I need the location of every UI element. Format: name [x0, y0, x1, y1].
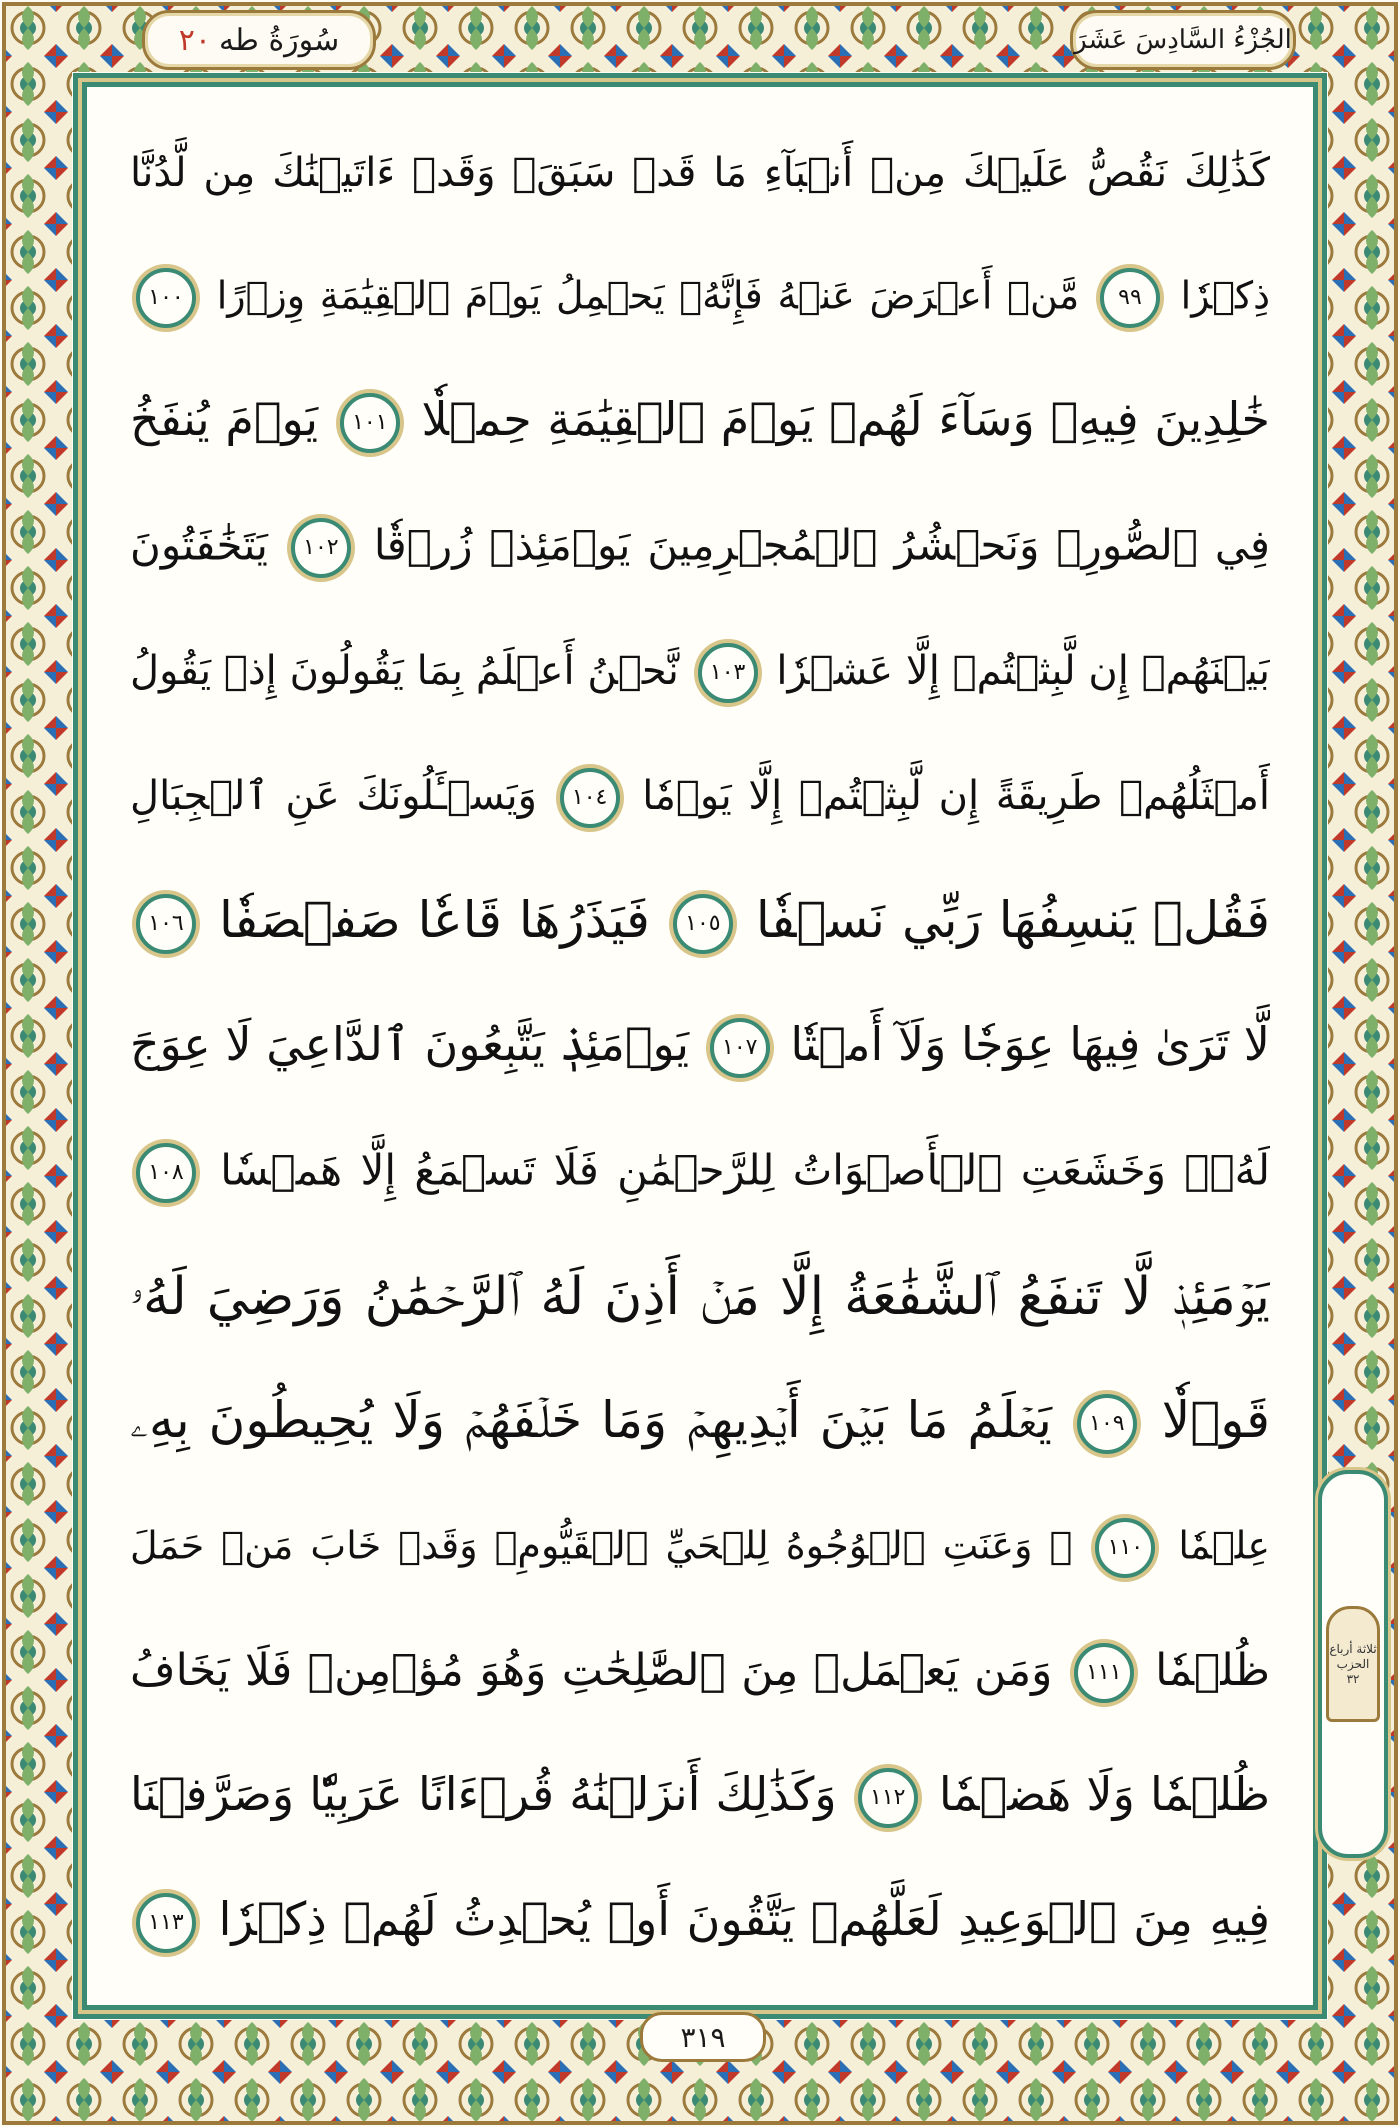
ayah-number-marker: ١٠١ — [340, 393, 400, 453]
ayah-number-marker: ١٠٢ — [291, 518, 351, 578]
verse-line — [130, 1235, 1270, 1360]
verse-line-text — [130, 392, 1270, 453]
verse-text: عِلۡمٗا — [1161, 1523, 1270, 1567]
hizb-line-2: الحزب — [1336, 1656, 1370, 1671]
verse-line — [130, 735, 1270, 860]
verse-line-text — [130, 1391, 1270, 1454]
verse-line-text — [130, 1267, 1270, 1328]
verse-text: ذِكۡرٗا — [1165, 273, 1270, 317]
ayah-number-marker: ١١١ — [1074, 1643, 1134, 1703]
ayah-number-marker: ١١٣ — [136, 1893, 196, 1953]
ayah-number-marker: ١٠٧ — [710, 1018, 770, 1078]
verse-text: يَتَخَٰفَتُونَ — [130, 520, 268, 569]
hizb-line-3: ٣٢ — [1346, 1671, 1360, 1686]
verse-line — [130, 985, 1270, 1110]
verse-text: بَيۡنَهُمۡ إِن لَّبِثۡتُمۡ إِلَّا عَشۡرٗا — [763, 647, 1270, 694]
verse-text: أَمۡثَلُهُمۡ طَرِيقَةً إِن لَّبِثۡتُمۡ إِلَّا يَوۡمٗا — [625, 772, 1270, 819]
verse-line-text — [130, 1892, 1270, 1953]
ayah-number-marker: ١١٢ — [858, 1768, 918, 1828]
verse-text: يَوۡمَ يُنفَخُ — [130, 392, 319, 447]
verse-line-text — [130, 268, 1270, 328]
verse-text: وَيَسۡـَٔلُونَكَ عَنِ ٱلۡجِبَالِ — [130, 772, 537, 819]
verse-line — [130, 1485, 1270, 1610]
verse-lines — [130, 110, 1270, 1990]
verse-line-text — [130, 643, 1270, 703]
ayah-number-marker: ١٠٤ — [560, 768, 620, 828]
verse-line — [130, 360, 1270, 485]
hizb-marker — [1318, 1470, 1388, 1858]
ayah-number-marker: ٩٩ — [1100, 268, 1160, 328]
verse-line — [130, 110, 1270, 235]
verse-line — [130, 860, 1270, 985]
verse-text: نَّحۡنُ أَعۡلَمُ بِمَا يَقُولُونَ إِذۡ يَقُولُ — [130, 647, 679, 694]
verse-text: يَوۡمَئِذٖ لَّا تَنفَعُ ٱلشَّفَٰعَةُ إِلَّا مَنۡ أَذِنَ لَهُ ٱلرَّحۡمَٰنُ وَرَضِيَ لَهُۥ — [130, 1267, 1270, 1327]
ayah-number-marker: ١٠٦ — [136, 894, 196, 954]
verse-text: يَوۡمَئِذٖ يَتَّبِعُونَ ٱلدَّاعِيَ لَا عِوَجَ — [130, 1017, 690, 1072]
verse-line — [130, 1610, 1270, 1735]
verse-line — [130, 485, 1270, 610]
hizb-line-1: ثلاثة أرباع — [1329, 1641, 1377, 1656]
verse-line — [130, 1860, 1270, 1985]
ayah-number-marker: ١٠٥ — [673, 894, 733, 954]
verse-text: فِي ٱلصُّورِۚ وَنَحۡشُرُ ٱلۡمُجۡرِمِينَ يَوۡمَئِذٖ زُرۡقٗا — [356, 520, 1270, 569]
verse-text: يَعۡلَمُ مَا بَيۡنَ أَيۡدِيهِمۡ وَمَا خَلۡفَهُمۡ وَلَا يُحِيطُونَ بِهِۦ — [130, 1391, 1052, 1450]
verse-line-text — [130, 1017, 1270, 1078]
verse-line-text — [130, 150, 1270, 196]
verse-text: وَكَذَٰلِكَ أَنزَلۡنَٰهُ قُرۡءَانًا عَرَبِيّٗا وَصَرَّفۡنَا — [130, 1767, 837, 1822]
ayah-number-marker: ١١٠ — [1095, 1518, 1155, 1578]
verse-text: خَٰلِدِينَ فِيهِۖ وَسَآءَ لَهُمۡ يَوۡمَ ٱلۡقِيَٰمَةِ حِمۡلٗا — [405, 392, 1270, 447]
ayah-number-marker: ١٠٣ — [698, 643, 758, 703]
verse-text: فَيَذَرُهَا قَاعٗا صَفۡصَفٗا — [202, 891, 650, 950]
verse-text: ظُلۡمٗا وَلَا هَضۡمٗا — [923, 1767, 1270, 1822]
surah-name: سُورَةُ طه — [218, 22, 340, 58]
verse-line-text — [130, 1643, 1270, 1703]
surah-title-cartouche — [142, 10, 376, 70]
verse-line-text — [130, 518, 1270, 578]
verse-text: فَقُلۡ يَنسِفُهَا رَبِّي نَسۡفٗا — [738, 891, 1270, 950]
verse-line-text — [130, 768, 1270, 828]
verse-line — [130, 235, 1270, 360]
ayah-number-marker: ١٠٩ — [1077, 1394, 1137, 1454]
verse-text: وَمَن يَعۡمَلۡ مِنَ ٱلصَّٰلِحَٰتِ وَهُوَ مُؤۡمِنٞ فَلَا يَخَافُ — [130, 1644, 1053, 1696]
verse-text: لَّا تَرَىٰ فِيهَا عِوَجٗا وَلَآ أَمۡتٗا — [775, 1017, 1270, 1072]
verse-line — [130, 1360, 1270, 1485]
page-number: ٣١٩ — [640, 2012, 766, 2062]
verse-line-text — [130, 1518, 1270, 1578]
verse-text: ظُلۡمٗا — [1139, 1644, 1270, 1696]
hizb-label — [1326, 1606, 1380, 1722]
verse-line-text — [130, 891, 1270, 954]
verse-line — [130, 610, 1270, 735]
verse-text: كَذَٰلِكَ نَقُصُّ عَلَيۡكَ مِنۡ أَنۢبَآءِ مَا قَدۡ سَبَقَۚ وَقَدۡ ءَاتَيۡنَٰكَ مِن لَّدُنَّا — [130, 149, 1270, 196]
verse-text: قَوۡلٗا — [1142, 1391, 1270, 1450]
juz-title-cartouche — [1070, 10, 1296, 70]
verse-text: مَّنۡ أَعۡرَضَ عَنۡهُ فَإِنَّهُۥ يَحۡمِلُ يَوۡمَ ٱلۡقِيَٰمَةِ وِزۡرًا — [202, 273, 1080, 317]
verse-line — [130, 1110, 1270, 1235]
juz-name: الجُزْءُ السَّادِسَ عَشَرَ — [1074, 25, 1292, 55]
verse-line — [130, 1735, 1270, 1860]
verse-text: فِيهِ مِنَ ٱلۡوَعِيدِ لَعَلَّهُمۡ يَتَّقُونَ أَوۡ يُحۡدِثُ لَهُمۡ ذِكۡرٗا — [202, 1892, 1270, 1947]
verse-text: ۞ وَعَنَتِ ٱلۡوُجُوهُ لِلۡحَيِّ ٱلۡقَيُّومِۖ وَقَدۡ خَابَ مَنۡ حَمَلَ — [130, 1523, 1073, 1567]
verse-line-text — [130, 1143, 1270, 1203]
ayah-number-marker: ١٠٠ — [136, 268, 196, 328]
verse-text: لَهُۥۖ وَخَشَعَتِ ٱلۡأَصۡوَاتُ لِلرَّحۡمَٰنِ فَلَا تَسۡمَعُ إِلَّا هَمۡسٗا — [202, 1145, 1270, 1194]
surah-number: ٢٠ — [178, 22, 211, 58]
ayah-number-marker: ١٠٨ — [136, 1143, 196, 1203]
verse-line-text — [130, 1767, 1270, 1828]
